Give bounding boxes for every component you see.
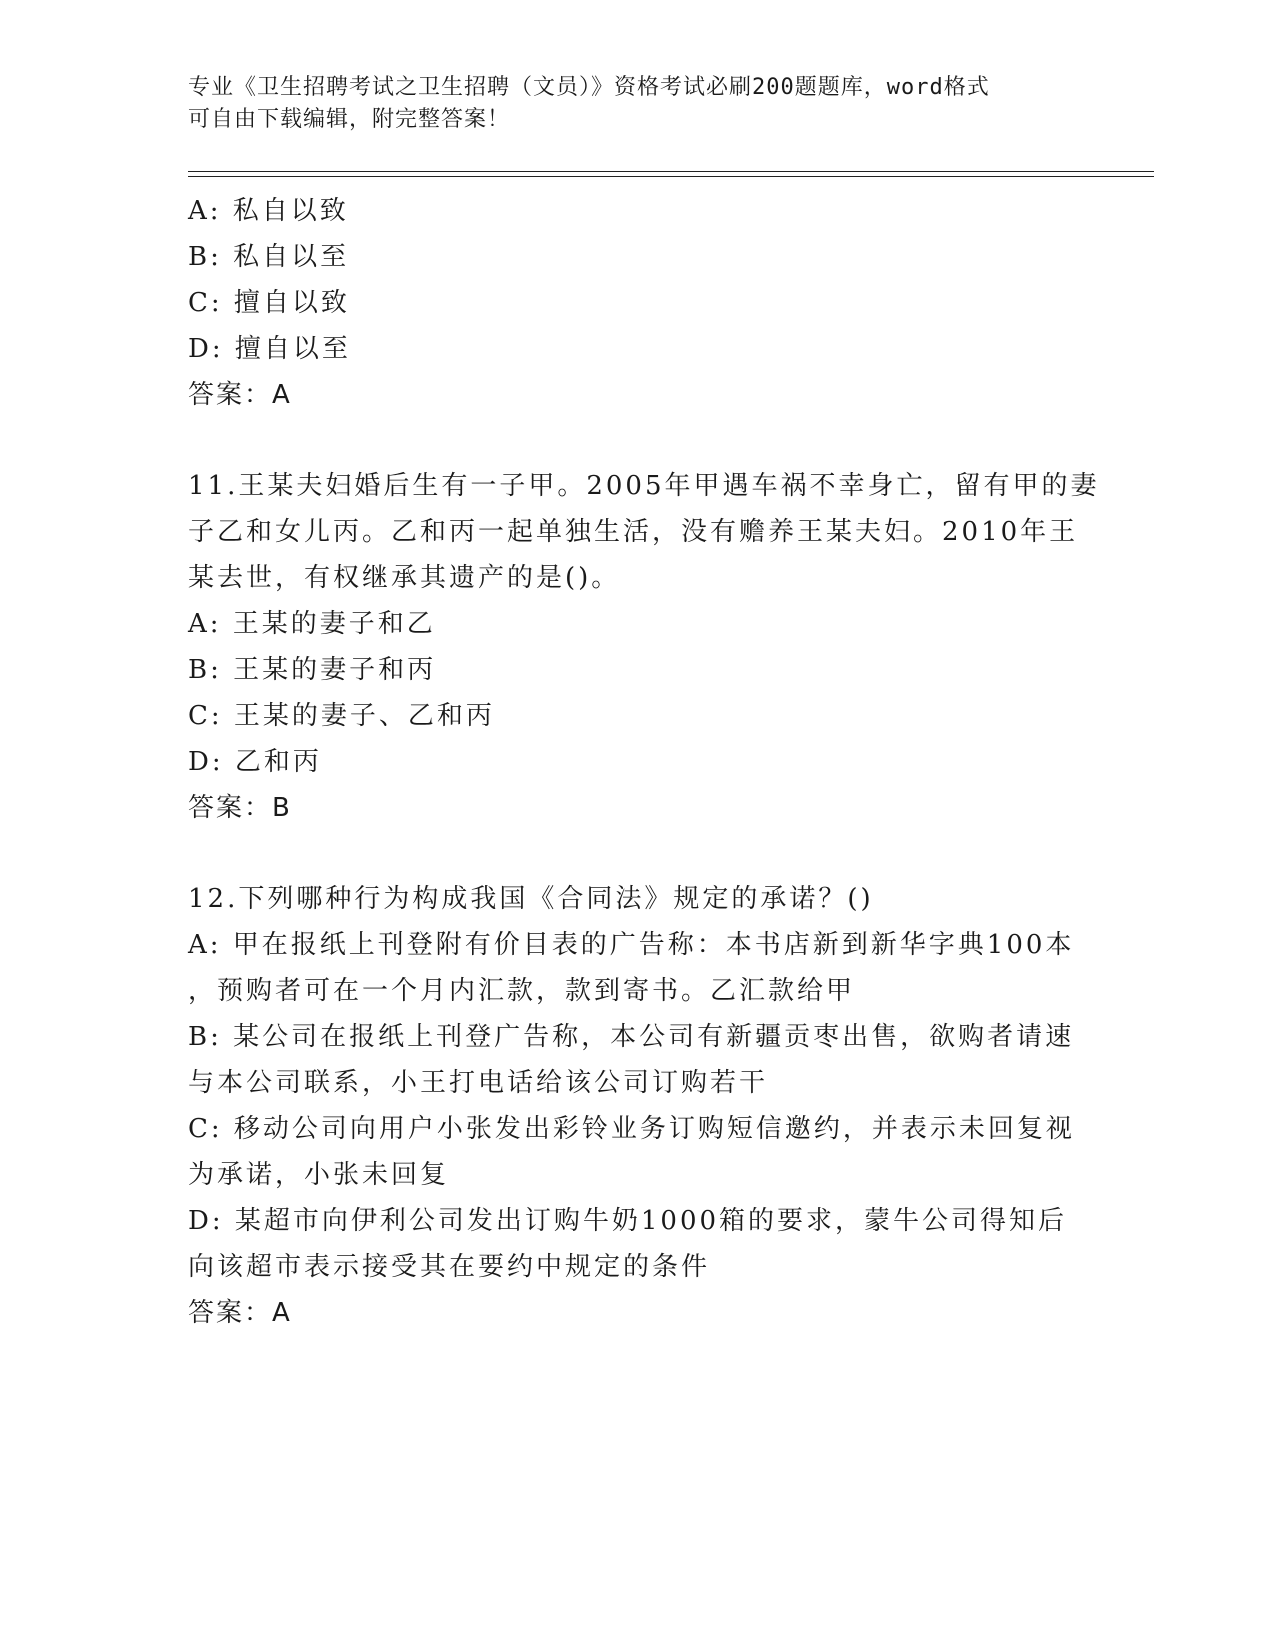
question-block-10 (188, 188, 1088, 418)
question-block-11 (188, 463, 1100, 831)
header-rule-top (188, 171, 1154, 172)
spacer (188, 831, 1088, 876)
document-header (188, 72, 1068, 136)
option-b: B: 私自以至 (188, 242, 350, 272)
option-a-continued: ，预购者可在一个月内汇款，款到寄书。乙汇款给甲 (188, 976, 856, 1006)
question-block-12 (188, 876, 1088, 1336)
header-rule-bottom (188, 176, 1154, 177)
question-text-line: 子乙和女儿丙。乙和丙一起单独生活，没有赡养王某夫妇。2010年王 (188, 517, 1079, 547)
option-d: D: 乙和丙 (188, 747, 322, 777)
question-text-line: 某去世，有权继承其遗产的是()。 (188, 563, 621, 593)
header-line-2: 可自由下载编辑，附完整答案！ (188, 107, 511, 132)
question-text-line: 12.下列哪种行为构成我国《合同法》规定的承诺？() (188, 884, 874, 914)
question-content (188, 188, 1100, 1336)
answer-line: 答案：A (188, 1298, 292, 1328)
option-a: A: 王某的妻子和乙 (188, 609, 436, 639)
answer-line: 答案：B (188, 793, 292, 823)
header-line-1: 专业《卫生招聘考试之卫生招聘（文员）》资格考试必刷200题题库，word格式 (188, 75, 990, 100)
option-d-continued: 向该超市表示接受其在要约中规定的条件 (188, 1252, 711, 1282)
option-b: B: 某公司在报纸上刊登广告称，本公司有新疆贡枣出售，欲购者请速 (188, 1022, 1075, 1052)
spacer (188, 418, 1088, 463)
option-c: C: 王某的妻子、乙和丙 (188, 701, 495, 731)
option-b: B: 王某的妻子和丙 (188, 655, 437, 685)
question-text-line: 11.王某夫妇婚后生有一子甲。2005年甲遇车祸不幸身亡，留有甲的妻 (188, 471, 1100, 501)
option-c: C: 移动公司向用户小张发出彩铃业务订购短信邀约，并表示未回复视 (188, 1114, 1075, 1144)
option-d: D: 某超市向伊利公司发出订购牛奶1000箱的要求，蒙牛公司得知后 (188, 1206, 1068, 1236)
option-d: D: 擅自以至 (188, 334, 351, 364)
answer-line: 答案：A (188, 380, 292, 410)
option-c: C: 擅自以致 (188, 288, 350, 318)
option-c-continued: 为承诺，小张未回复 (188, 1160, 450, 1190)
option-a: A: 甲在报纸上刊登附有价目表的广告称：本书店新到新华字典100本 (188, 930, 1075, 960)
option-b-continued: 与本公司联系，小王打电话给该公司订购若干 (188, 1068, 769, 1098)
option-a: A: 私自以致 (188, 196, 349, 226)
